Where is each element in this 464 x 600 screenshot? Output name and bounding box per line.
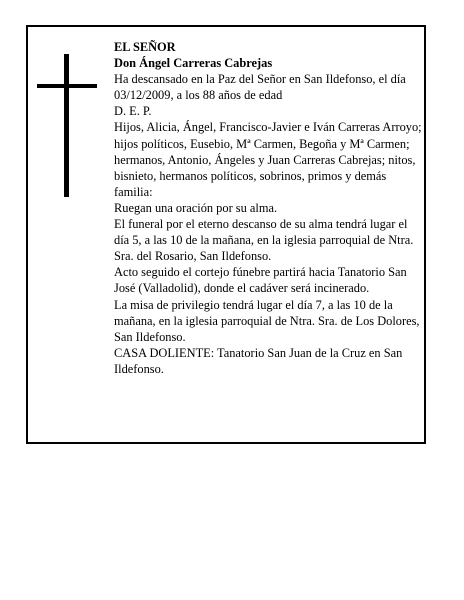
mourning-house: CASA DOLIENTE: Tanatorio San Juan de la Cruz en San Ildefonso. <box>114 345 403 376</box>
obituary-text <box>114 39 424 377</box>
rest-in-peace: D. E. P. <box>114 104 152 119</box>
family-members: Hijos, Alicia, Ángel, Francisco-Javier e Iván Carreras Arroyo; hijos políticos, Eusebio, Mª Carmen, Begoña y Mª Carmen; hermanos, Antonio, Ángeles y Juan Carreras Cabrejas; nitos, bisnieto, hermanos políticos, sobrinos, primos y demás familia: <box>114 120 422 199</box>
cross-horizontal-bar <box>37 84 97 88</box>
cortege-details: Acto seguido el cortejo fúnebre partirá hacia Tanatorio San José (Valladolid), donde el cadáver será incinerado. <box>114 265 407 296</box>
honorific-heading: EL SEÑOR <box>114 40 176 54</box>
mass-details: La misa de privilegio tendrá lugar el día 7, a las 10 de la mañana, en la iglesia parroquial de Ntra. Sra. de Los Dolores, San Ildefonso. <box>114 297 420 344</box>
prayer-request: Ruegan una oración por su alma. <box>114 200 278 215</box>
deceased-name: Don Ángel Carreras Cabrejas <box>114 56 273 71</box>
funeral-details: El funeral por el eterno descanso de su alma tendrá lugar el día 5, a las 10 de la mañana, en la iglesia parroquial de Ntra. Sra. del Rosario, San Ildefonso. <box>114 217 414 264</box>
cross-icon <box>37 54 97 197</box>
cross-vertical-bar <box>64 54 69 197</box>
passing-announcement: Ha descansado en la Paz del Señor en San Ildefonso, el día 03/12/2009, a los 88 años de edad <box>114 72 406 103</box>
